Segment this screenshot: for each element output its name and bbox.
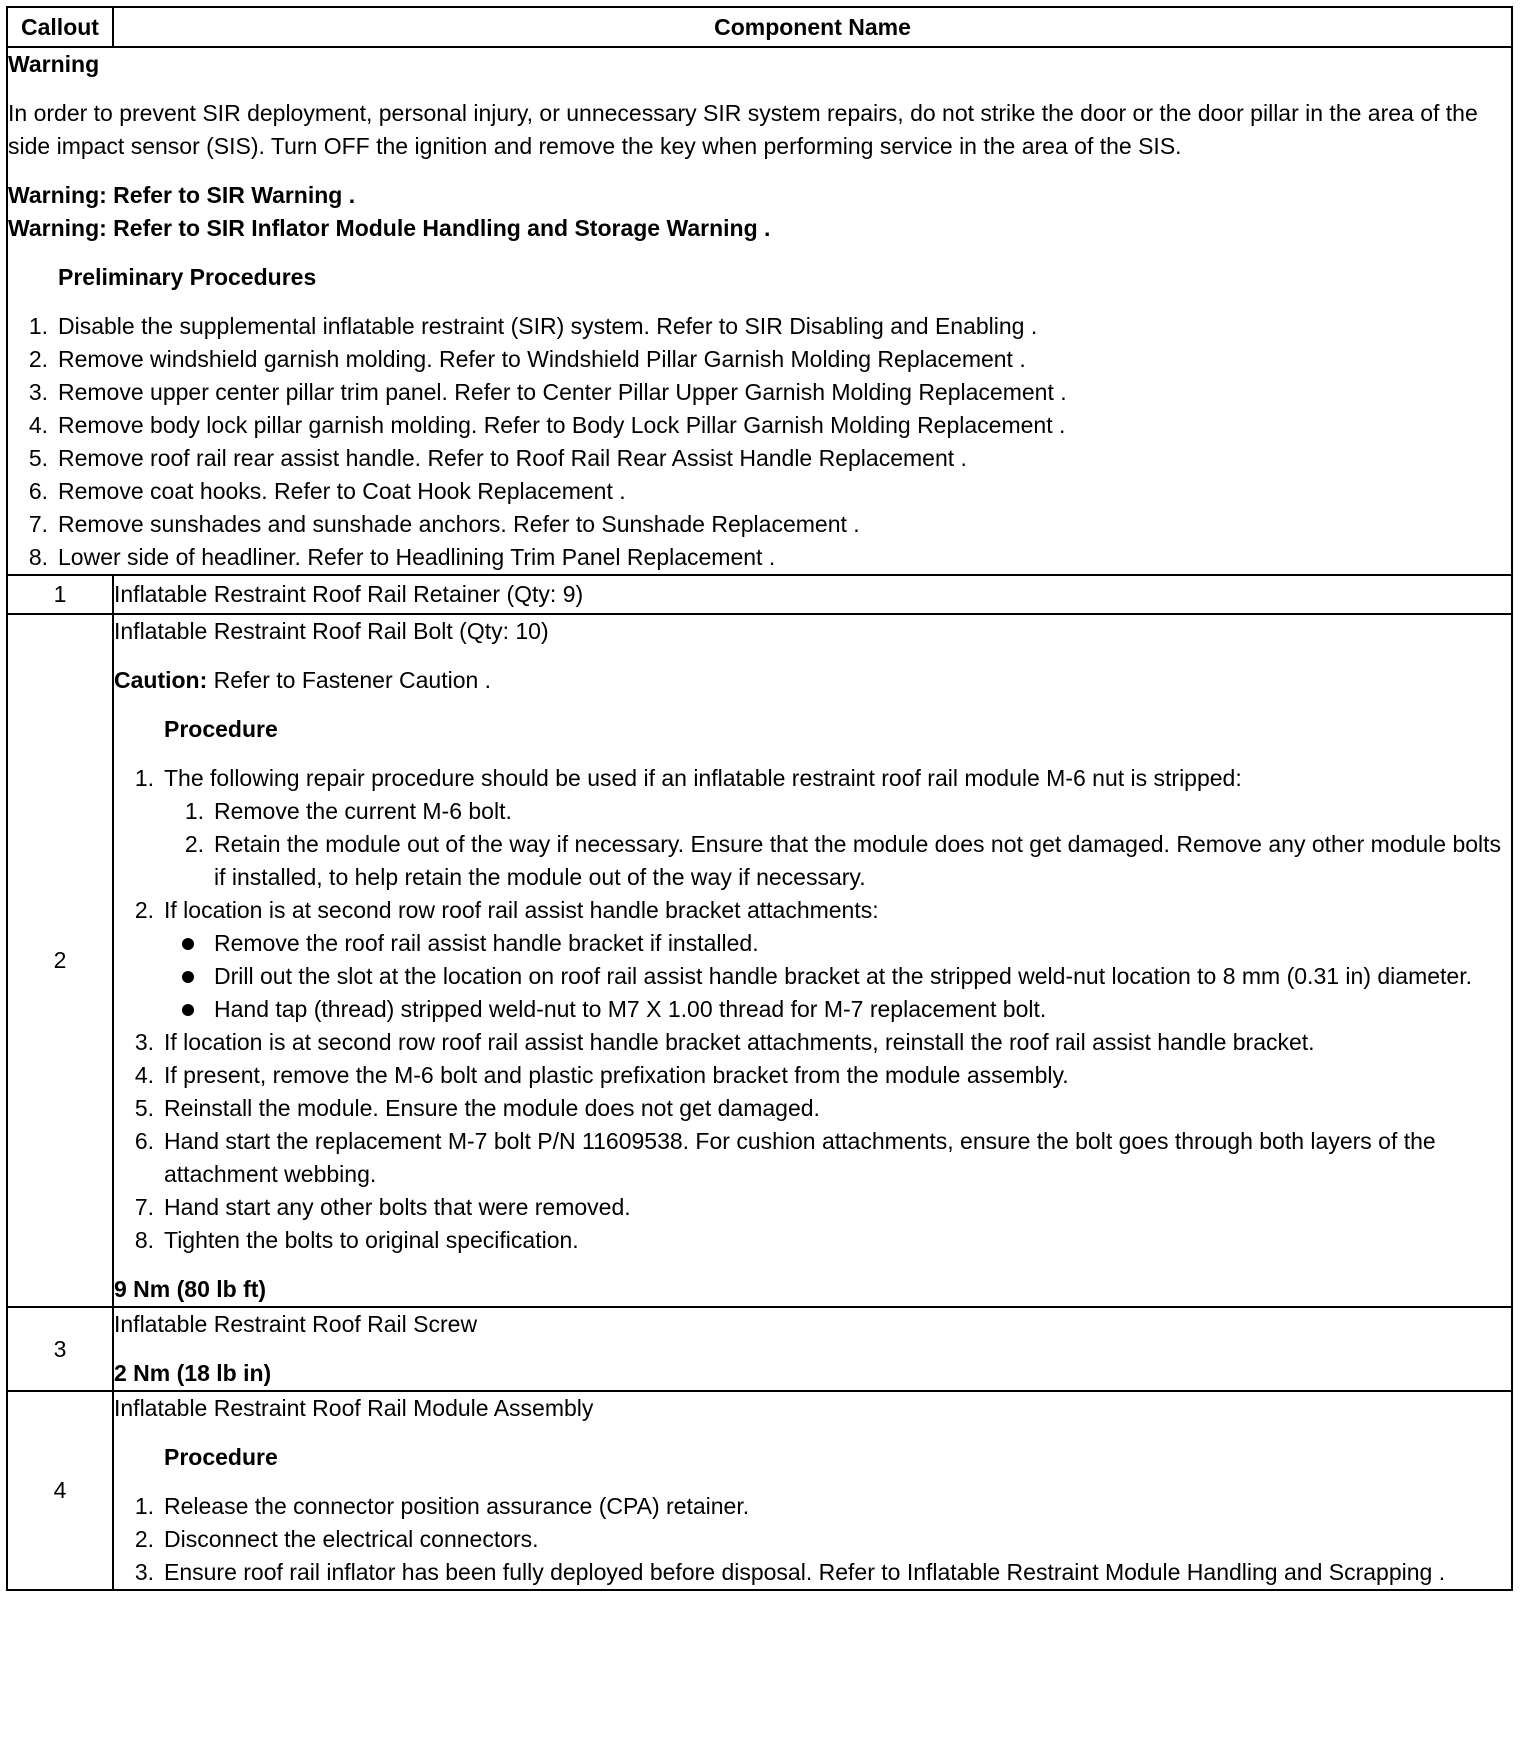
component-screw-cell: [113, 1307, 1512, 1391]
step-text: Disable the supplemental inflatable restraint (SIR) system. Refer to SIR Disabling and Enabling .: [58, 313, 1038, 339]
list-item: [8, 442, 1511, 475]
sub-step-list: [164, 795, 1511, 894]
preliminary-steps-list: [8, 310, 1511, 574]
bullet-list: [164, 927, 1511, 1026]
caution-line: [114, 664, 1511, 697]
step-number: 1.: [28, 313, 48, 339]
list-item: [8, 475, 1511, 508]
step-number: 1.: [134, 1493, 154, 1519]
list-item: [164, 960, 1511, 993]
sub-step-text: Retain the module out of the way if necessary. Ensure that the module does not get damaged. Remove any other module bolts if installed, to help retain the module out of the way if necessary.: [214, 831, 1502, 890]
warning-row: [7, 47, 1512, 575]
sir-warning-line: [8, 179, 1511, 212]
warning-label: Warning:: [8, 182, 107, 208]
bullet-icon: [182, 971, 194, 983]
list-item: [164, 927, 1511, 960]
step-number: 3.: [28, 379, 48, 405]
step-number: 2.: [28, 346, 48, 372]
torque-spec: 2 Nm (18 lb in): [114, 1360, 272, 1386]
step-number: 6.: [28, 478, 48, 504]
list-item: [164, 993, 1511, 1026]
component-module-cell: [113, 1391, 1512, 1590]
warning-text: In order to prevent SIR deployment, personal injury, or unnecessary SIR system repairs, do not strike the door or the door pillar in the area of the side impact sensor (SIS). Turn OFF the ignition and remove the key when performing service in the area of the SIS.: [8, 100, 1478, 159]
inflator-warning-text: Refer to SIR Inflator Module Handling and Storage Warning .: [106, 215, 771, 241]
step-number: 4.: [134, 1062, 154, 1088]
table-header-row: [7, 7, 1512, 47]
table-row: [7, 614, 1512, 1307]
torque-spec: 9 Nm (80 lb ft): [114, 1276, 267, 1302]
list-item: [8, 409, 1511, 442]
step-text: Remove windshield garnish molding. Refer to Windshield Pillar Garnish Molding Replacement .: [58, 346, 1026, 372]
step-number: 1.: [134, 765, 154, 791]
bullet-text: Drill out the slot at the location on roof rail assist handle bracket at the stripped weld-nut location to 8 mm (0.31 in) diameter.: [214, 963, 1472, 989]
step-text: If present, remove the M-6 bolt and plastic prefixation bracket from the module assembly.: [164, 1062, 1069, 1088]
step-text: Hand start the replacement M-7 bolt P/N 11609538. For cushion attachments, ensure the bolt goes through both layers of the attachment webbing.: [164, 1128, 1436, 1187]
table-row: [7, 575, 1512, 614]
list-item: [114, 1059, 1511, 1092]
list-item: [8, 343, 1511, 376]
procedure-heading: Procedure: [164, 716, 278, 742]
bullet-icon: [182, 938, 194, 950]
list-item: [164, 795, 1511, 828]
callout-4: 4: [7, 1391, 113, 1590]
component-screw: Inflatable Restraint Roof Rail Screw: [114, 1311, 478, 1337]
sir-warning-text: Refer to SIR Warning .: [106, 182, 356, 208]
list-item: [114, 762, 1511, 894]
bolt-procedure-list: [114, 762, 1511, 1257]
component-bolt-cell: [113, 614, 1512, 1307]
list-item: [114, 1191, 1511, 1224]
table-row: [7, 1391, 1512, 1590]
step-text: If location is at second row roof rail assist handle bracket attachments:: [164, 897, 879, 923]
step-text: Remove coat hooks. Refer to Coat Hook Replacement .: [58, 478, 626, 504]
component-name-column-header: Component Name: [113, 7, 1512, 47]
step-number: 7.: [28, 511, 48, 537]
list-item: [114, 1523, 1511, 1556]
step-text: Ensure roof rail inflator has been fully deployed before disposal. Refer to Inflatable Restraint Module Handling and Scrapping .: [164, 1559, 1446, 1585]
component-bolt: Inflatable Restraint Roof Rail Bolt (Qty: 10): [114, 618, 549, 644]
list-item: [114, 1224, 1511, 1257]
step-text: Tighten the bolts to original specification.: [164, 1227, 579, 1253]
caution-label: Caution:: [114, 667, 208, 693]
step-number: 8.: [134, 1227, 154, 1253]
list-item: [8, 376, 1511, 409]
bullet-icon: [182, 1004, 194, 1016]
step-text: Remove sunshades and sunshade anchors. Refer to Sunshade Replacement .: [58, 511, 860, 537]
list-item: [164, 828, 1511, 894]
list-item: [114, 1026, 1511, 1059]
warning-cell: [7, 47, 1512, 575]
step-number: 3.: [134, 1559, 154, 1585]
warning-label: Warning:: [8, 215, 107, 241]
preliminary-procedures-heading: Preliminary Procedures: [58, 264, 317, 290]
step-text: If location is at second row roof rail assist handle bracket attachments, reinstall the roof rail assist handle bracket.: [164, 1029, 1315, 1055]
table-row: [7, 1307, 1512, 1391]
procedure-heading: Procedure: [164, 1444, 278, 1470]
step-number: 4.: [28, 412, 48, 438]
bullet-text: Remove the roof rail assist handle bracket if installed.: [214, 930, 759, 956]
step-number: 8.: [28, 544, 48, 570]
list-item: [8, 541, 1511, 574]
step-number: 5.: [28, 445, 48, 471]
callout-column-header: Callout: [7, 7, 113, 47]
list-item: [114, 894, 1511, 1026]
step-text: Hand start any other bolts that were removed.: [164, 1194, 631, 1220]
step-text: Remove roof rail rear assist handle. Refer to Roof Rail Rear Assist Handle Replacement .: [58, 445, 967, 471]
bullet-text: Hand tap (thread) stripped weld-nut to M7 X 1.00 thread for M-7 replacement bolt.: [214, 996, 1047, 1022]
list-item: [114, 1125, 1511, 1191]
inflator-warning-line: [8, 212, 1511, 245]
list-item: [114, 1092, 1511, 1125]
step-number: 2.: [134, 897, 154, 923]
callout-3: 3: [7, 1307, 113, 1391]
step-number: 3.: [134, 1029, 154, 1055]
list-item: [8, 508, 1511, 541]
step-text: Disconnect the electrical connectors.: [164, 1526, 539, 1552]
step-text: Reinstall the module. Ensure the module does not get damaged.: [164, 1095, 820, 1121]
step-text: The following repair procedure should be used if an inflatable restraint roof rail module M-6 nut is stripped:: [164, 765, 1242, 791]
callout-2: 2: [7, 614, 113, 1307]
module-procedure-list: [114, 1490, 1511, 1589]
list-item: [8, 310, 1511, 343]
sub-step-number: 1.: [184, 798, 204, 824]
step-number: 5.: [134, 1095, 154, 1121]
component-table: [6, 6, 1513, 1591]
sub-step-number: 2.: [184, 831, 204, 857]
step-number: 6.: [134, 1128, 154, 1154]
component-retainer: Inflatable Restraint Roof Rail Retainer (Qty: 9): [113, 575, 1512, 614]
step-number: 7.: [134, 1194, 154, 1220]
step-number: 2.: [134, 1526, 154, 1552]
component-module: Inflatable Restraint Roof Rail Module Assembly: [114, 1395, 594, 1421]
list-item: [114, 1556, 1511, 1589]
caution-text: Refer to Fastener Caution .: [207, 667, 492, 693]
list-item: [114, 1490, 1511, 1523]
callout-1: 1: [7, 575, 113, 614]
step-text: Remove body lock pillar garnish molding. Refer to Body Lock Pillar Garnish Molding Replacement .: [58, 412, 1066, 438]
step-text: Remove upper center pillar trim panel. Refer to Center Pillar Upper Garnish Molding Replacement .: [58, 379, 1067, 405]
step-text: Lower side of headliner. Refer to Headlining Trim Panel Replacement .: [58, 544, 776, 570]
warning-title: Warning: [8, 51, 100, 77]
step-text: Release the connector position assurance (CPA) retainer.: [164, 1493, 750, 1519]
sub-step-text: Remove the current M-6 bolt.: [214, 798, 512, 824]
